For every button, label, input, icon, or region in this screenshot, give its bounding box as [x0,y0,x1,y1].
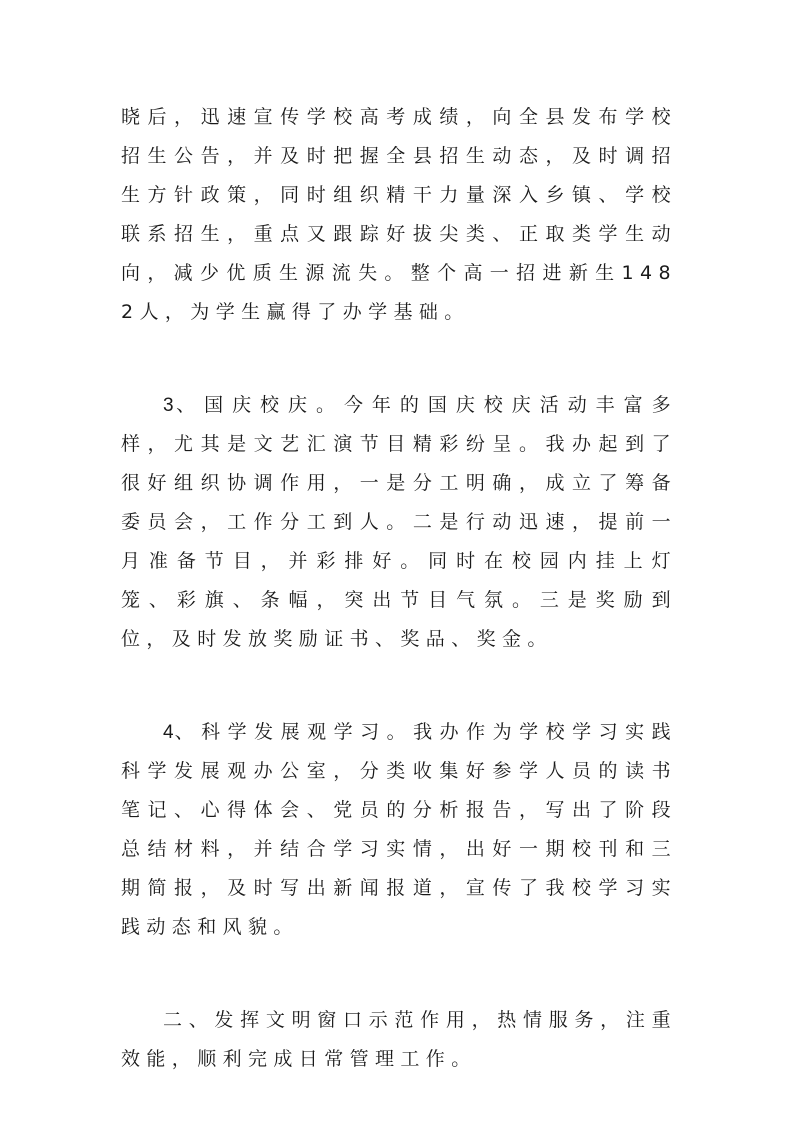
paragraph-text: 、科学发展观学习。我办作为学校学习实践科学发展观办公室，分类收集好参学人员的读书笔记、心得体会、党员的分析报告，写出了阶段总结材料，并结合学习实情，出好一期校刊和三期简报，及时写出新闻报道，宣传了我校学习实践动态和风貌。 [121,721,677,938]
item-number: 3 [163,395,174,416]
paragraph-national-day [121,386,677,659]
paragraph-text: 、国庆校庆。今年的国庆校庆活动丰富多样，尤其是文艺汇演节目精彩纷呈。我办起到了很好组织协调作用，一是分工明确，成立了筹备委员会，工作分工到人。二是行动迅速，提前一月准备节目，并彩排好。同时在校园内挂上灯笼、彩旗、条幅，突出节目气氛。三是奖励到位，及时发放奖励证书、奖品、奖金。 [121,394,677,650]
paragraph-scientific-development [121,713,677,947]
paragraph-text: 晓后，迅速宣传学校高考成绩，向全县发布学校招生公告，并及时把握全县招生动态，及时调招生方针政策，同时组织精干力量深入乡镇、学校联系招生，重点又跟踪好拔尖类、正取类学生动向，减少优质生源流失。整个高一招进新生1482人，为学生赢得了办学基础。 [121,106,677,323]
document-page [121,98,677,1133]
section-heading-two [121,1001,677,1079]
paragraph-text: 二、发挥文明窗口示范作用，热情服务，注重效能，顺利完成日常管理工作。 [121,1009,677,1070]
item-number: 4 [163,722,174,743]
paragraph-enrollment [121,98,677,332]
